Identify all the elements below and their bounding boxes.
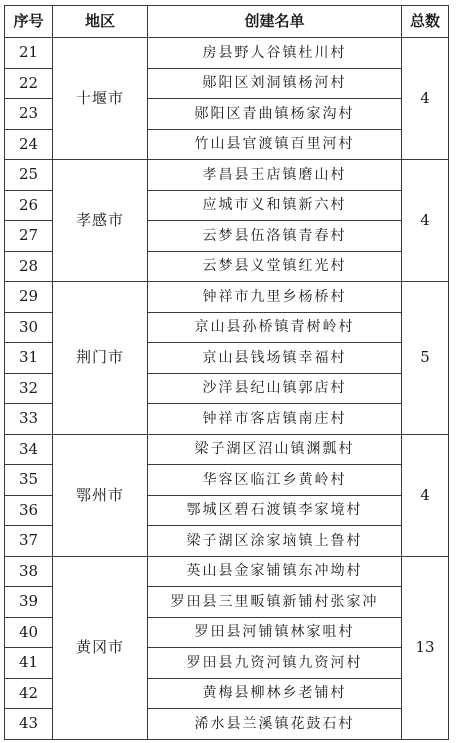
village-name-cell: 云梦县义堂镇红光村: [148, 251, 402, 282]
serial-number-cell: 33: [5, 404, 53, 435]
region-cell: 荆门市: [53, 282, 148, 435]
serial-number-cell: 42: [5, 678, 53, 709]
serial-number-cell: 22: [5, 68, 53, 99]
table-row: [5, 556, 449, 587]
total-count-cell: 4: [402, 160, 449, 282]
total-count-cell: 5: [402, 282, 449, 435]
serial-number-cell: 25: [5, 160, 53, 191]
header-region: 地区: [53, 6, 148, 38]
serial-number-cell: 32: [5, 373, 53, 404]
serial-number-cell: 29: [5, 282, 53, 313]
village-name-cell: 梁子湖区沼山镇渊瓢村: [148, 434, 402, 465]
table-row: [5, 282, 449, 313]
serial-number-cell: 27: [5, 221, 53, 252]
village-name-cell: 孝昌县王店镇磨山村: [148, 160, 402, 191]
village-name-cell: 罗田县河铺镇林家咀村: [148, 617, 402, 648]
village-name-cell: 罗田县三里畈镇新铺村张家冲: [148, 587, 402, 618]
village-name-cell: 钟祥市九里乡杨桥村: [148, 282, 402, 313]
village-name-cell: 京山县孙桥镇青树岭村: [148, 312, 402, 343]
village-name-cell: 应城市义和镇新六村: [148, 190, 402, 221]
serial-number-cell: 39: [5, 587, 53, 618]
serial-number-cell: 30: [5, 312, 53, 343]
serial-number-cell: 38: [5, 556, 53, 587]
header-serial-number: 序号: [5, 6, 53, 38]
serial-number-cell: 28: [5, 251, 53, 282]
serial-number-cell: 31: [5, 343, 53, 374]
village-name-cell: 郧阳区刘洞镇杨河村: [148, 68, 402, 99]
village-name-cell: 华容区临江乡黄岭村: [148, 465, 402, 496]
village-name-cell: 黄梅县柳林乡老铺村: [148, 678, 402, 709]
village-name-cell: 房县野人谷镇杜川村: [148, 38, 402, 69]
village-list-table: [4, 5, 449, 740]
village-name-cell: 罗田县九资河镇九资河村: [148, 648, 402, 679]
region-cell: 黄冈市: [53, 556, 148, 739]
serial-number-cell: 36: [5, 495, 53, 526]
header-total: 总数: [402, 6, 449, 38]
serial-number-cell: 43: [5, 709, 53, 740]
region-cell: 鄂州市: [53, 434, 148, 556]
village-name-cell: 郧阳区青曲镇杨家沟村: [148, 99, 402, 130]
village-name-cell: 钟祥市客店镇南庄村: [148, 404, 402, 435]
village-name-cell: 竹山县官渡镇百里河村: [148, 129, 402, 160]
serial-number-cell: 24: [5, 129, 53, 160]
region-cell: 十堰市: [53, 38, 148, 160]
header-list: 创建名单: [148, 6, 402, 38]
village-name-cell: 鄂城区碧石渡镇李家境村: [148, 495, 402, 526]
total-count-cell: 4: [402, 38, 449, 160]
serial-number-cell: 34: [5, 434, 53, 465]
table-row: [5, 434, 449, 465]
table-row: [5, 38, 449, 69]
header-row: [5, 6, 449, 38]
total-count-cell: 4: [402, 434, 449, 556]
village-name-cell: 云梦县伍洛镇青春村: [148, 221, 402, 252]
table-row: [5, 160, 449, 191]
serial-number-cell: 35: [5, 465, 53, 496]
serial-number-cell: 23: [5, 99, 53, 130]
village-name-cell: 梁子湖区涂家垴镇上鲁村: [148, 526, 402, 557]
serial-number-cell: 21: [5, 38, 53, 69]
serial-number-cell: 41: [5, 648, 53, 679]
serial-number-cell: 26: [5, 190, 53, 221]
region-cell: 孝感市: [53, 160, 148, 282]
total-count-cell: 13: [402, 556, 449, 739]
serial-number-cell: 37: [5, 526, 53, 557]
village-name-cell: 京山县钱场镇幸福村: [148, 343, 402, 374]
serial-number-cell: 40: [5, 617, 53, 648]
village-name-cell: 浠水县兰溪镇花鼓石村: [148, 709, 402, 740]
village-name-cell: 沙洋县纪山镇郭店村: [148, 373, 402, 404]
village-name-cell: 英山县金家铺镇东冲坳村: [148, 556, 402, 587]
